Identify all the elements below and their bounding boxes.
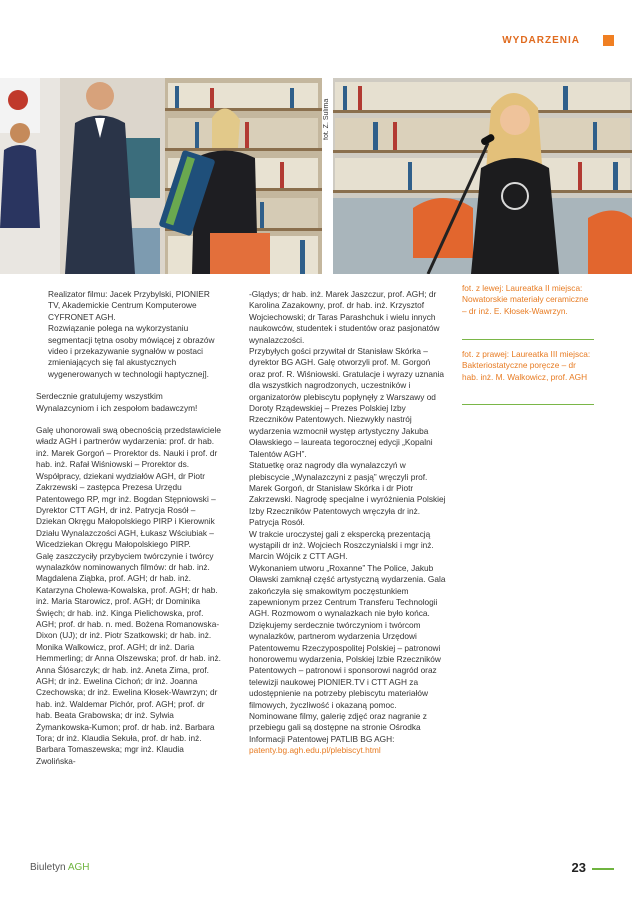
article-paragraph: Realizator filmu: Jacek Przybylski, PIONIER TV, Akademickie Centrum Komputerowe CYFRONET AGH. bbox=[48, 289, 210, 322]
photo-caption-right: fot. z prawej: Laureatka III miejsca: Bakteriostatyczne poręcze – dr hab. inż. M. Walkowicz, prof. AGH bbox=[462, 349, 591, 382]
article-column-1 bbox=[36, 289, 222, 767]
footer-brand-name: Biuletyn bbox=[30, 862, 66, 873]
photo-credit: fot. Z. Sulima bbox=[323, 98, 330, 140]
plebiscite-link[interactable]: patenty.bg.agh.edu.pl/plebiscyt.html bbox=[249, 745, 381, 756]
article-paragraph: W trakcie uroczystej gali z ekspercką prezentacją wystąpili dr inż. Wojciech Roszczynialski i mgr inż. Marcin Wójcik z CTT AGH. bbox=[249, 528, 434, 562]
footer-brand-accent: AGH bbox=[67, 862, 90, 873]
photo-award-ceremony bbox=[0, 78, 322, 274]
article-paragraph: Nominowane filmy, galerię zdjęć oraz nagranie z przebiegu gali są dostępne na stronie Ośrodka Informacji Patentowej PATLIB BG AGH: bbox=[249, 711, 427, 744]
photo-laureate-speech-illustration bbox=[333, 78, 632, 274]
caption-divider bbox=[462, 404, 594, 405]
article-paragraph: -Glądys; dr hab. inż. Marek Jaszczur, prof. AGH; dr Karolina Zazakowny, prof. dr hab. inż. Krzysztof Wojciechowski; dr Taras Parashchuk i wielu innych naukowców, studentek i studentów oraz pasjonatów wynalazczości. bbox=[249, 289, 440, 345]
paragraph-gap bbox=[36, 414, 222, 425]
article-paragraph: Dziękujemy serdecznie twórczyniom i twórcom wynalazków, partnerom wydarzenia Urzędowi Patentowemu Rzeczypospolitej Polskiej – patronowi honorowemu wydarzenia, Polskiej Izbie Rzeczników Patentowych – patronowi i sponsorowi nagród oraz telewizji naukowej PIONIER.TV i CTT AGH za udostępnienie na potrzeby plebiscytu materiałów filmowych, życzliwość i okazaną pomoc. bbox=[249, 619, 441, 710]
article-paragraph: Serdecznie gratulujemy wszystkim Wynalazcyniom i ich zespołom badawczym! bbox=[36, 391, 198, 413]
page-number-rule bbox=[592, 868, 614, 870]
section-label: WYDARZENIA bbox=[502, 35, 580, 46]
article-paragraph: Statuetkę oraz nagrody dla wynalazczyń w plebiscycie „Wynalazczyni z pasją” wręczyli prof. Marek Gorgoń, dr Stanisław Skórka i dr Piotr Zakrzewski. Nagrodę specjalne i wyróżnienia Polskiej Izby Rzeczników Patentowych wręczyła dr inż. Patrycja Rosół. bbox=[249, 460, 446, 528]
article-paragraph: Wykonaniem utworu „Roxanne” The Police, Jakub Oławski zamknął część artystyczną wydarzenia. Gala zakończyła się smakowitym poczęstunkiem zapewnionym przez Centrum Transferu Technologii AGH. Rozmowom o wynalazkach nie było końca. bbox=[249, 562, 446, 619]
article-paragraph: Galę uhonorowali swą obecnością przedstawiciele władz AGH i partnerów wydarzenia: prof. dr hab. inż. Marek Gorgoń – Prorektor ds. Nauki i prof. dr hab. inż. Rafał Wiśniowski – Prorektor ds. Współpracy, dziekani wydziałów AGH, dr Piotr Zakrzewski – zastępca Prezesa Urzędu Patentowego RP, mgr inż. Bogdan Stępniowski – Dyrektor CTT AGH, dr inż. Patrycja Rosół – Dziekan Okręgu Małopolskiego PIRP i Kierownik Działu Wynalazczości AGH, Łukasz Wściubiak – Wicedziekan Okręgu Małopolskiego PIRP. bbox=[36, 425, 221, 550]
article-paragraph: Galę zaszczyciły przybyciem twórczynie i twórcy wynalazków nominowanych filmów: dr hab. inż. Magdalena Ziąbka, prof. AGH; dr hab. inż. Katarzyna Cholewa-Kowalska, prof. AGH; dr hab. inż. Maria Starowicz, prof. AGH; dr Dominika Święch; dr hab. inż. Kinga Pielichowska, prof. AGH; prof. dr hab. n. med. Bożena Romanowska-Dixon (UJ); dr inż. Piotr Szatkowski; dr hab. inż. Monika Walkowicz, prof. AGH; dr inż. Daria Hemmerling; dr Anna Olszewska; prof. dr hab. inż. Anna Ślósarczyk; dr hab. inż. Aneta Zima, prof. AGH; dr inż. Ewelina Cichoń; dr inż. Joanna Czechowska; dr inż. Ewelina Kłosek-Wawrzyn; dr hab. inż. Waldemar Pichór, prof. AGH; prof. dr hab. Beata Grabowska; dr inż. Sylwia Żymankowska-Kumon; prof. dr hab. inż. Barbara Tora; dr inż. Klaudia Sekuła, prof. dr hab. inż. Barbara Tomaszewska; mgr inż. Klaudia Zwolińska- bbox=[36, 550, 221, 766]
article-column-2 bbox=[249, 289, 447, 757]
photo-laureate-speech bbox=[333, 78, 632, 274]
page-number: 23 bbox=[571, 860, 586, 875]
article-paragraph: Przybyłych gości przywitał dr Stanisław Skórka – dyrektor BG AGH. Galę otworzyli prof. M. Gorgoń oraz prof. R. Wiśniowski. Gratulacje i wyrazy uznania dla wszystkich nagrodzonych, uczestników i organizatorów plebiscytu popłynęły z Warszawy od Doroty Rządewskiej – Prezes Polskiej Izby Rzeczników Patentowych. Niezwykły nastrój wydarzenia wzmocnił występ artystyczny Jakuba Oławskiego – laureata tegorocznej edycji „Kopalni Talentów AGH”. bbox=[249, 346, 445, 459]
paragraph-gap bbox=[36, 380, 222, 391]
caption-divider bbox=[462, 339, 594, 340]
photo-award-ceremony-illustration bbox=[0, 78, 322, 274]
footer-brand bbox=[30, 862, 89, 873]
article-paragraph: Rozwiązanie polega na wykorzystaniu segmentacji tętna osoby mówiącej z obrazów video i przekazywanie sygnałów w postaci zmieniających się fal akustycznych wygenerowanych w technologii haptycznej]. bbox=[48, 323, 215, 379]
section-square-icon bbox=[603, 35, 614, 46]
photo-caption-left: fot. z lewej: Laureatka II miejsca: Nowatorskie materiały ceramiczne – dr inż. E. Kłosek-Wawrzyn. bbox=[462, 283, 589, 316]
